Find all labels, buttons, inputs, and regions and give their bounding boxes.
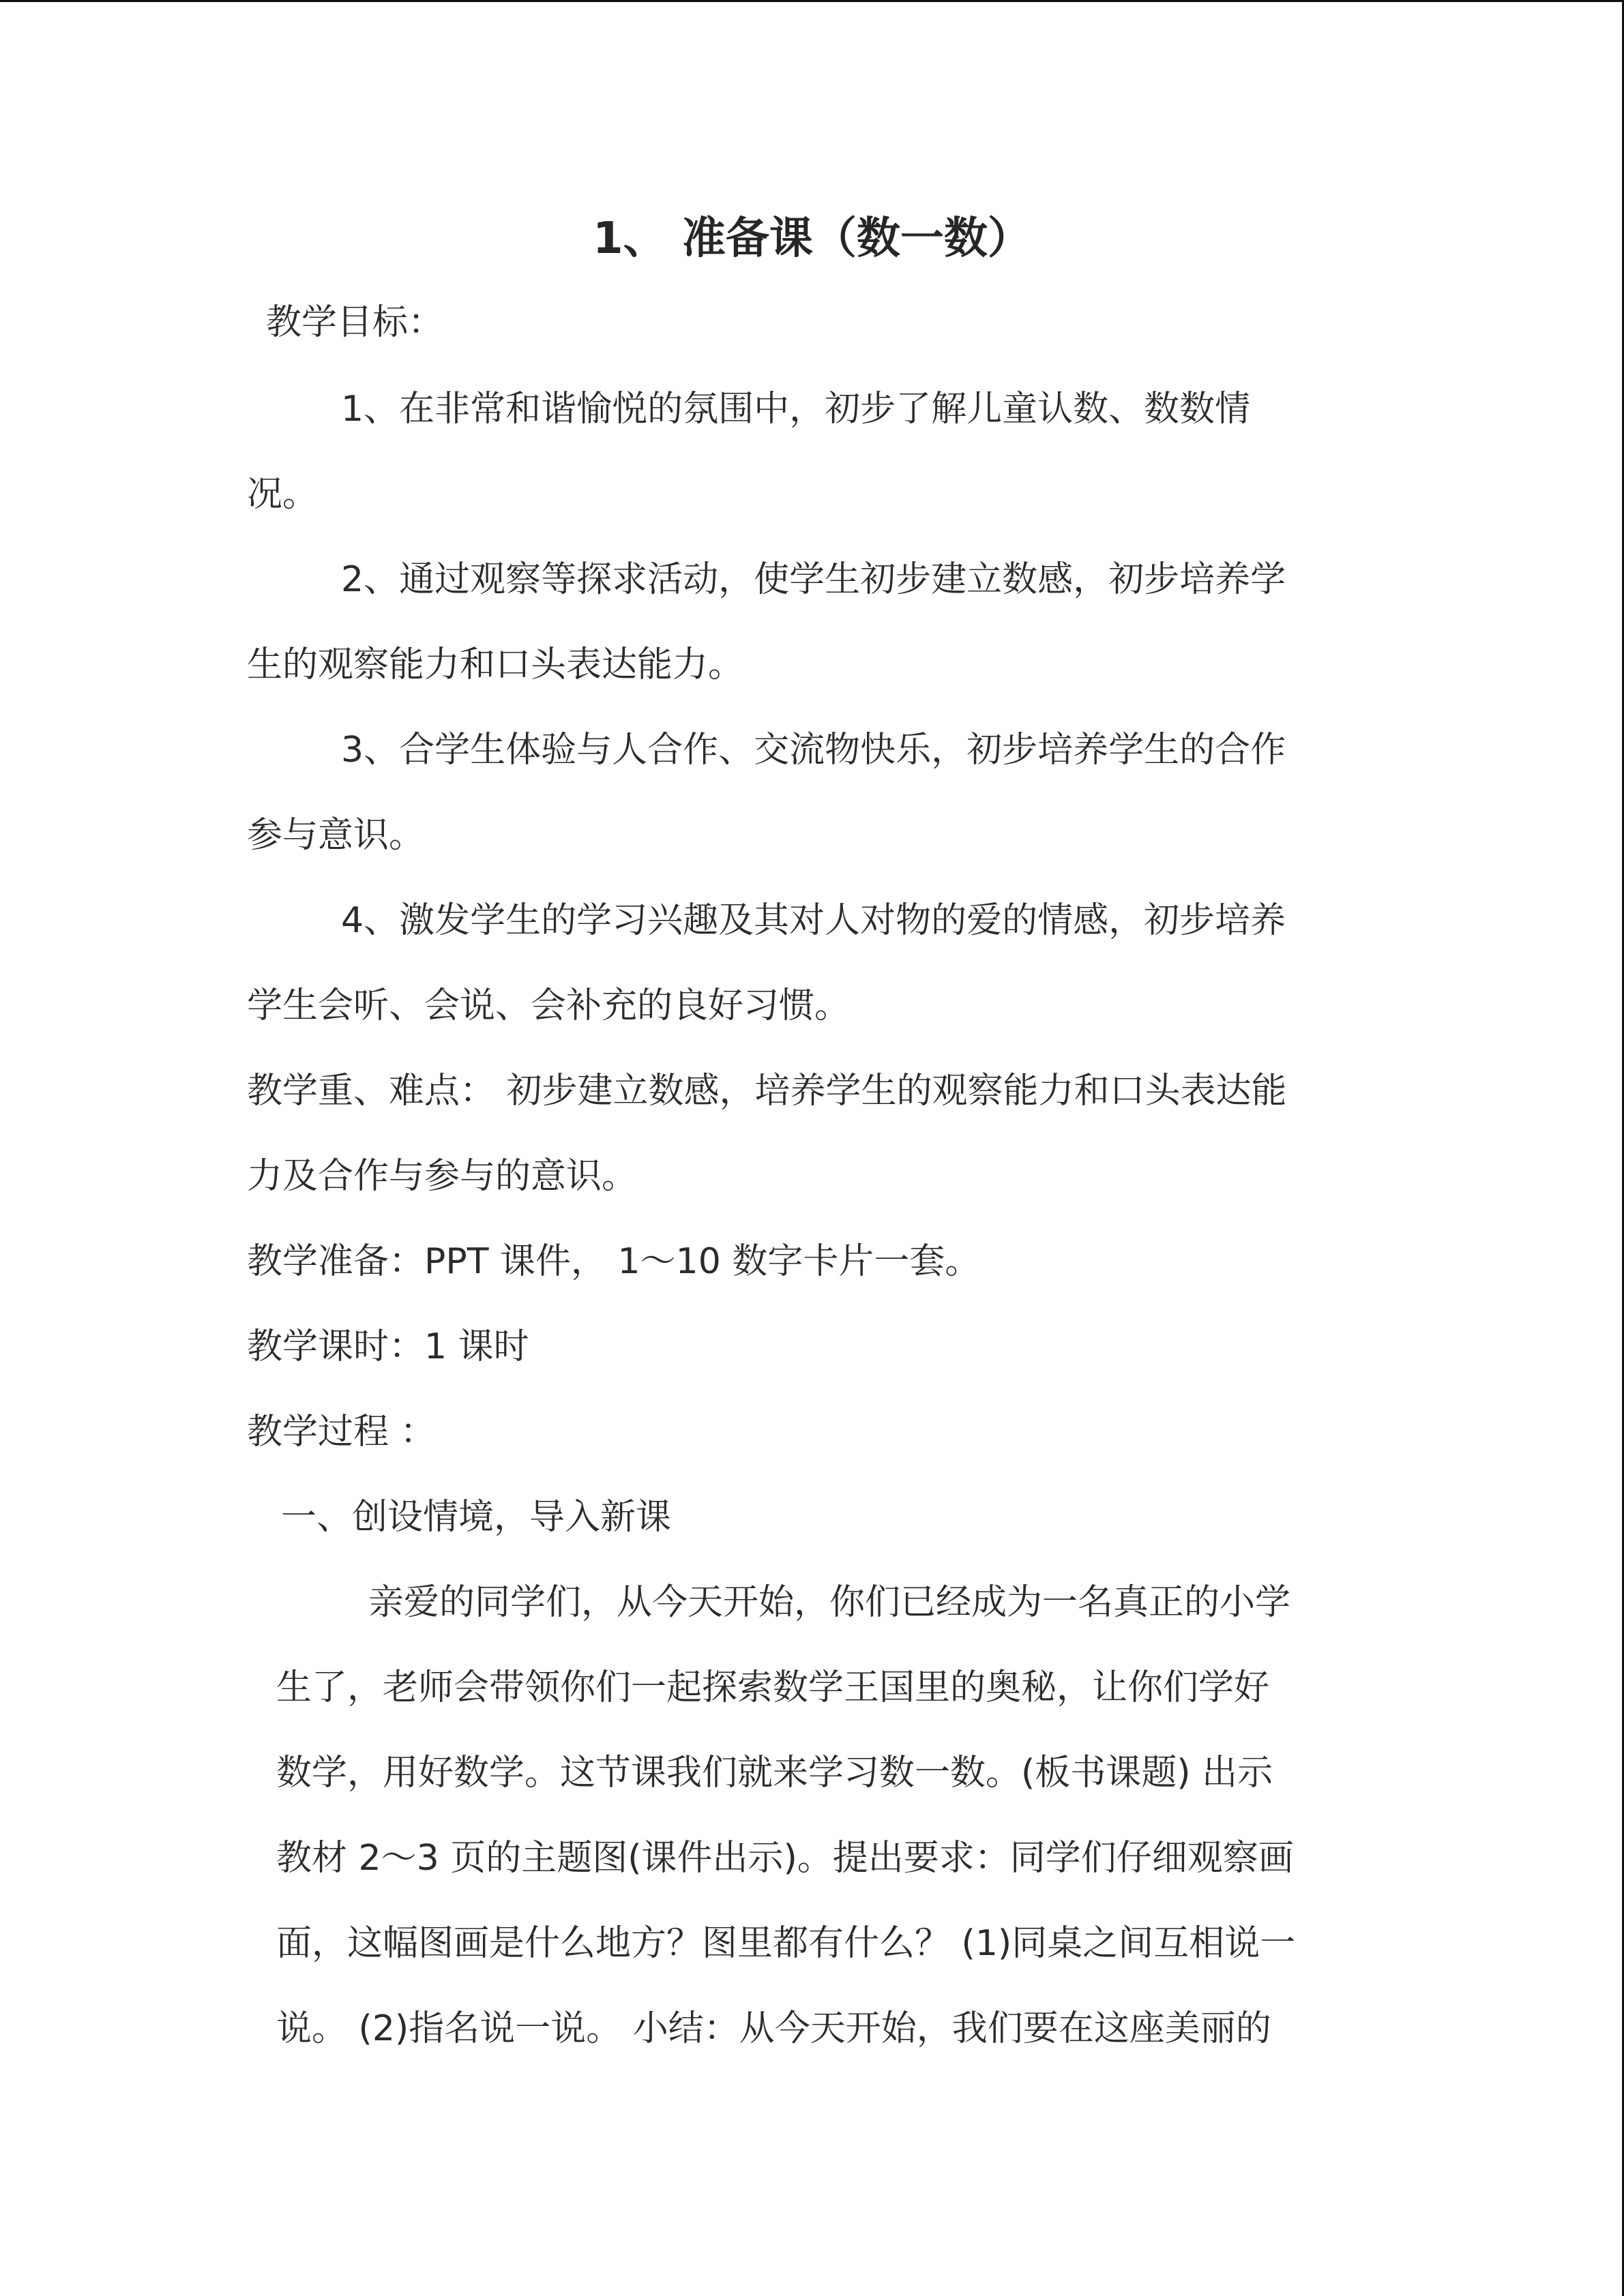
key-points-line-1: 教学重、难点： 初步建立数感，培养学生的观察能力和口头表达能 [247, 1071, 1287, 1112]
teaching-preparation: 教学准备：PPT 课件， 1～10 数字卡片一套。 [247, 1241, 981, 1282]
page-top-border [0, 0, 1624, 2]
section-1-line-2: 生了，老师会带领你们一起探索数学王国里的奥秘，让你们学好 [276, 1667, 1270, 1708]
lesson-title: 1、 准备课（数一数） [593, 213, 1031, 264]
section-1-line-5: 面，这幅图画是什么地方？图里都有什么？ (1)同桌之间互相说一 [276, 1923, 1296, 1964]
objective-3-line-1: 3、合学生体验与人合作、交流物快乐，初步培养学生的合作 [341, 730, 1286, 771]
class-hours: 教学课时：1 课时 [247, 1326, 529, 1367]
objective-1-line-1: 1、在非常和谐愉悦的氛围中，初步了解儿童认数、数数情 [341, 389, 1251, 430]
section-1-line-6: 说。 (2)指名说一说。 小结：从今天开始，我们要在这座美丽的 [276, 2008, 1271, 2049]
objectives-heading: 教学目标： [266, 302, 444, 343]
section-1-heading: 一、创设情境，导入新课 [281, 1497, 672, 1538]
objective-4-line-1: 4、激发学生的学习兴趣及其对人对物的爱的情感，初步培养 [341, 900, 1286, 941]
process-heading: 教学过程 ： [247, 1412, 436, 1452]
objective-2-line-2: 生的观察能力和口头表达能力。 [247, 644, 744, 685]
objective-2-line-1: 2、通过观察等探求活动，使学生初步建立数感，初步培养学 [341, 559, 1286, 600]
objective-4-line-2: 学生会听、会说、会补充的良好习惯。 [247, 985, 851, 1026]
objective-3-line-2: 参与意识。 [247, 815, 425, 856]
section-1-line-1: 亲爱的同学们，从今天开始，你们已经成为一名真正的小学 [368, 1582, 1291, 1623]
key-points-line-2: 力及合作与参与的意识。 [247, 1156, 638, 1197]
section-1-line-3: 数学，用好数学。这节课我们就来学习数一数。(板书课题) 出示 [276, 1753, 1273, 1793]
objective-1-line-2: 况。 [247, 474, 319, 515]
section-1-line-4: 教材 2～3 页的主题图(课件出示)。提出要求：同学们仔细观察画 [276, 1838, 1294, 1879]
